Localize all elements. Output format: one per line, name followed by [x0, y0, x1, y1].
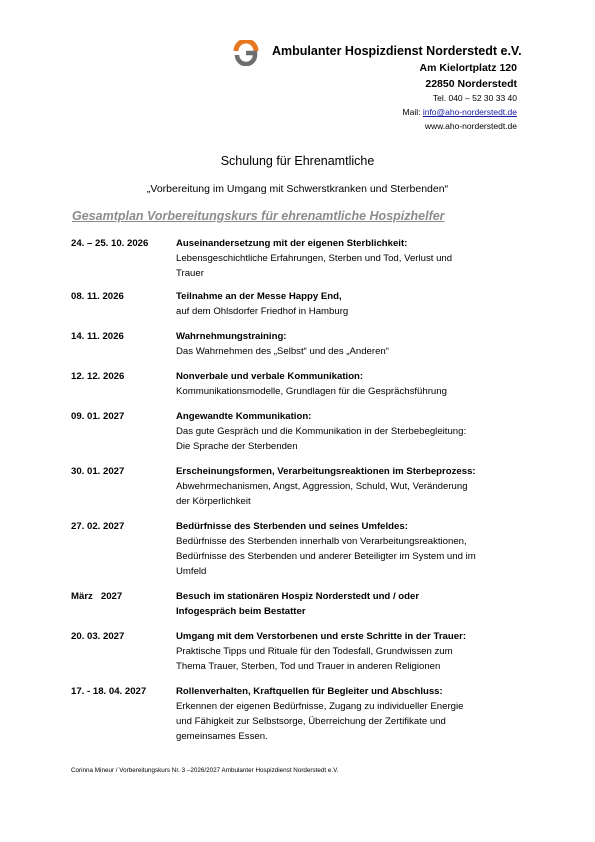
- website-link[interactable]: www.aho-norderstedt.de: [424, 121, 517, 131]
- hospice-logo-icon: [233, 40, 259, 66]
- schedule-description-line: Bedürfnisse des Sterbenden und anderer Beteiligter im System und im: [176, 551, 476, 562]
- phone-number: Tel. 040 – 52 30 33 40: [432, 93, 517, 103]
- schedule-entry: [71, 519, 531, 579]
- schedule-description-line: gemeinsames Essen.: [176, 731, 268, 742]
- schedule-date: 27. 02. 2027: [71, 521, 125, 532]
- schedule-description-line: Praktische Tipps und Rituale für den Todesfall, Grundwissen zum: [176, 646, 453, 657]
- organization-name: Ambulanter Hospizdienst Norderstedt e.V.: [272, 44, 522, 58]
- schedule-topic: Angewandte Kommunikation:: [176, 411, 312, 422]
- schedule-entry: [71, 409, 531, 454]
- schedule-description-line: Das gute Gespräch und die Kommunikation in der Sterbebegleitung:: [176, 426, 467, 437]
- schedule-description-line: und Fähigkeit zur Selbstsorge, Überreichung der Zertifikate und: [176, 716, 446, 727]
- schedule-entry: [71, 329, 531, 359]
- schedule-topic: Teilnahme an der Messe Happy End,: [176, 291, 342, 302]
- schedule-content: [176, 409, 531, 454]
- schedule-date: 09. 01. 2027: [71, 411, 125, 422]
- schedule-description-line: Das Wahrnehmen des „Selbst“ und des „Anderen“: [176, 346, 389, 357]
- schedule-description-line: Kommunikationsmodelle, Grundlagen für die Gesprächsführung: [176, 386, 447, 397]
- course-schedule: [71, 236, 531, 744]
- schedule-description-line: Abwehrmechanismen, Angst, Aggression, Schuld, Wut, Veränderung: [176, 481, 468, 492]
- schedule-entry: [71, 684, 531, 744]
- schedule-content: [176, 289, 531, 319]
- schedule-description-line: auf dem Ohlsdorfer Friedhof in Hamburg: [176, 306, 349, 317]
- address-city: 22850 Norderstedt: [425, 78, 517, 90]
- schedule-topic: Rollenverhalten, Kraftquellen für Begleiter und Abschluss:: [176, 686, 443, 697]
- schedule-description-line: Umfeld: [176, 566, 207, 577]
- schedule-topic: Umgang mit dem Verstorbenen und erste Schritte in der Trauer:: [176, 631, 467, 642]
- schedule-entry: [71, 464, 531, 509]
- page-footer: Corinna Mineur / Vorbereitungskurs Nr. 3 –2026/2027 Ambulanter Hospizdienst Norderstedt e.V.: [71, 767, 339, 774]
- schedule-description-line: Die Sprache der Sterbenden: [176, 441, 298, 452]
- schedule-description-line: Trauer: [176, 268, 204, 279]
- schedule-date: 12. 12. 2026: [71, 371, 125, 382]
- address-street: Am Kielortplatz 120: [419, 62, 517, 74]
- schedule-date: 30. 01. 2027: [71, 466, 125, 477]
- schedule-description-line: Thema Trauer, Sterben, Tod und Trauer in anderen Religionen: [176, 661, 441, 672]
- schedule-topic: Erscheinungsformen, Verarbeitungsreaktionen im Sterbeprozess:: [176, 466, 476, 477]
- schedule-description-line: Erkennen der eigenen Bedürfnisse, Zugang zu individueller Energie: [176, 701, 464, 712]
- email-link[interactable]: info@aho-norderstedt.de: [422, 107, 517, 117]
- schedule-description-line: Lebensgeschichtliche Erfahrungen, Sterben und Tod, Verlust und: [176, 253, 453, 264]
- schedule-content: [176, 369, 531, 399]
- schedule-entry: [71, 289, 531, 319]
- schedule-description-line: Bedürfnisse des Sterbenden innerhalb von Verarbeitungsreaktionen,: [176, 536, 467, 547]
- document-subtitle: „Vorbereitung im Umgang mit Schwerstkranken und Sterbenden“: [146, 183, 449, 195]
- schedule-entry: [71, 236, 531, 281]
- schedule-content: [176, 519, 531, 579]
- plan-heading: Gesamtplan Vorbereitungskurs für ehrenamtliche Hospizhelfer: [72, 209, 445, 223]
- schedule-date: 14. 11. 2026: [71, 331, 124, 342]
- schedule-entry: [71, 589, 531, 619]
- schedule-topic: Nonverbale und verbale Kommunikation:: [176, 371, 364, 382]
- schedule-date: 17. - 18. 04. 2027: [71, 686, 147, 697]
- schedule-content: [176, 236, 531, 281]
- schedule-content: [176, 589, 531, 619]
- email-line: [403, 107, 517, 117]
- schedule-content: [176, 629, 531, 674]
- schedule-content: [176, 464, 531, 509]
- schedule-topic: Bedürfnisse des Sterbenden und seines Umfeldes:: [176, 521, 408, 532]
- schedule-date: 20. 03. 2027: [71, 631, 125, 642]
- schedule-date: 24. – 25. 10. 2026: [71, 238, 149, 249]
- schedule-entry: [71, 629, 531, 674]
- schedule-topic-continued: Infogespräch beim Bestatter: [176, 606, 306, 617]
- email-label: Mail:: [402, 107, 423, 117]
- schedule-description-line: der Körperlichkeit: [176, 496, 251, 507]
- schedule-topic: Besuch im stationären Hospiz Norderstedt und / oder: [176, 591, 420, 602]
- schedule-entry: [71, 369, 531, 399]
- schedule-date: März 2027: [71, 591, 123, 602]
- schedule-content: [176, 684, 531, 744]
- schedule-topic: Auseinandersetzung mit der eigenen Sterblichkeit:: [176, 238, 408, 249]
- document-title: Schulung für Ehrenamtliche: [220, 154, 375, 168]
- schedule-date: 08. 11. 2026: [71, 291, 124, 302]
- schedule-topic: Wahrnehmungstraining:: [176, 331, 287, 342]
- schedule-content: [176, 329, 531, 359]
